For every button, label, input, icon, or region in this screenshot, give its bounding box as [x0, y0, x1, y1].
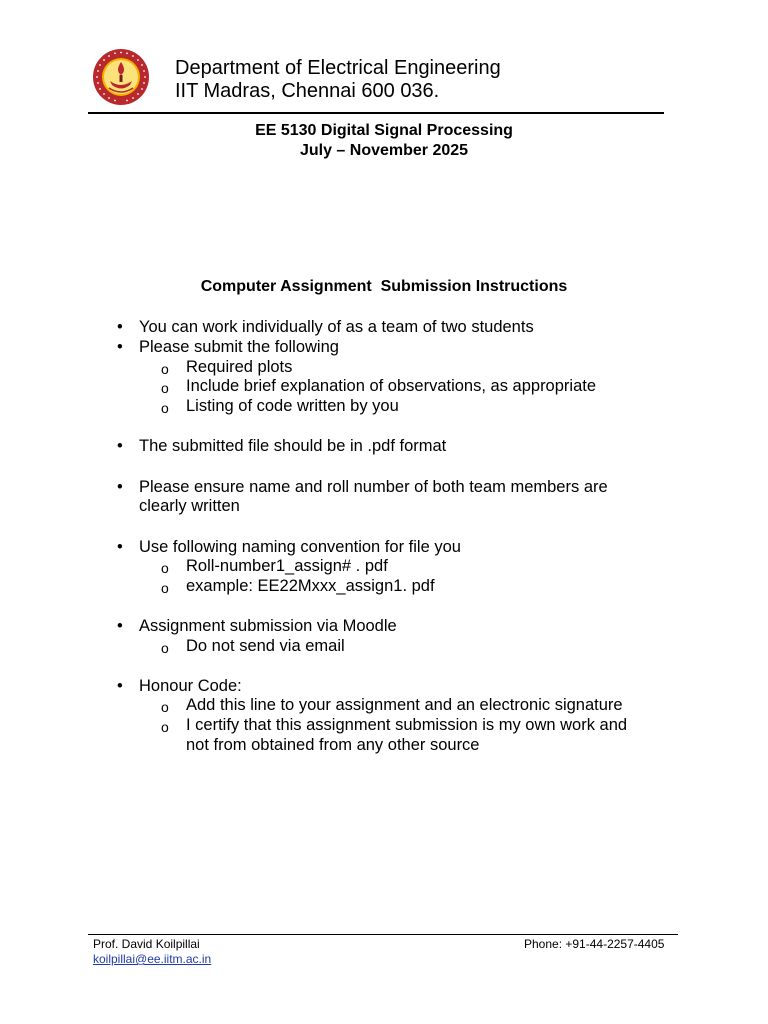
list-item: The submitted file should be in .pdf format — [139, 437, 447, 455]
list-item: Honour Code: — [139, 677, 242, 695]
sub-bullet-icon: o — [161, 719, 169, 735]
sub-list-item: Add this line to your assignment and an electronic signature — [186, 696, 623, 714]
sub-list-item: Do not send via email — [186, 637, 345, 655]
bullet-icon: • — [117, 338, 123, 356]
list-item-continued: clearly written — [139, 497, 240, 515]
bullet-icon: • — [117, 318, 123, 336]
course-term: July – November 2025 — [299, 142, 469, 159]
course-title: EE 5130 Digital Signal Processing — [255, 122, 513, 139]
header-divider — [88, 112, 664, 114]
author-email-link[interactable]: koilpillai@ee.iitm.ac.in — [93, 952, 212, 966]
sub-list-item: Roll-number1_assign# . pdf — [186, 557, 388, 575]
section-title: Computer Assignment Submission Instructions — [200, 278, 568, 295]
bullet-icon: • — [117, 538, 123, 556]
sub-bullet-icon: o — [161, 580, 169, 596]
sub-bullet-icon: o — [161, 560, 169, 576]
sub-list-item-continued: not from obtained from any other source — [186, 736, 480, 754]
sub-bullet-icon: o — [161, 380, 169, 396]
institute-address: IIT Madras, Chennai 600 036. — [175, 80, 440, 102]
list-item: Assignment submission via Moodle — [139, 617, 397, 635]
list-item: Please submit the following — [139, 338, 339, 356]
sub-bullet-icon: o — [161, 699, 169, 715]
list-item: You can work individually of as a team of two students — [139, 318, 534, 336]
list-item: Please ensure name and roll number of both team members are — [139, 478, 608, 496]
department-header — [175, 57, 501, 103]
sub-bullet-icon: o — [161, 361, 169, 377]
sub-bullet-icon: o — [161, 640, 169, 656]
footer-divider — [88, 934, 678, 935]
sub-list-item: example: EE22Mxxx_assign1. pdf — [186, 577, 435, 595]
sub-list-item: Include brief explanation of observations, as appropriate — [186, 377, 597, 395]
bullet-icon: • — [117, 617, 123, 635]
sub-bullet-icon: o — [161, 400, 169, 416]
iit-madras-seal-icon — [92, 48, 150, 106]
sub-list-item: Listing of code written by you — [186, 397, 399, 415]
department-name: Department of Electrical Engineering — [175, 57, 501, 79]
sub-list-item: I certify that this assignment submission is my own work and — [186, 716, 628, 734]
bullet-icon: • — [117, 437, 123, 455]
bullet-icon: • — [117, 677, 123, 695]
list-item: Use following naming convention for file you — [139, 538, 461, 556]
author-phone: Phone: +91-44-2257-4405 — [524, 937, 665, 951]
author-name: Prof. David Koilpillai — [93, 937, 200, 951]
sub-list-item: Required plots — [186, 358, 293, 376]
bullet-icon: • — [117, 478, 123, 496]
